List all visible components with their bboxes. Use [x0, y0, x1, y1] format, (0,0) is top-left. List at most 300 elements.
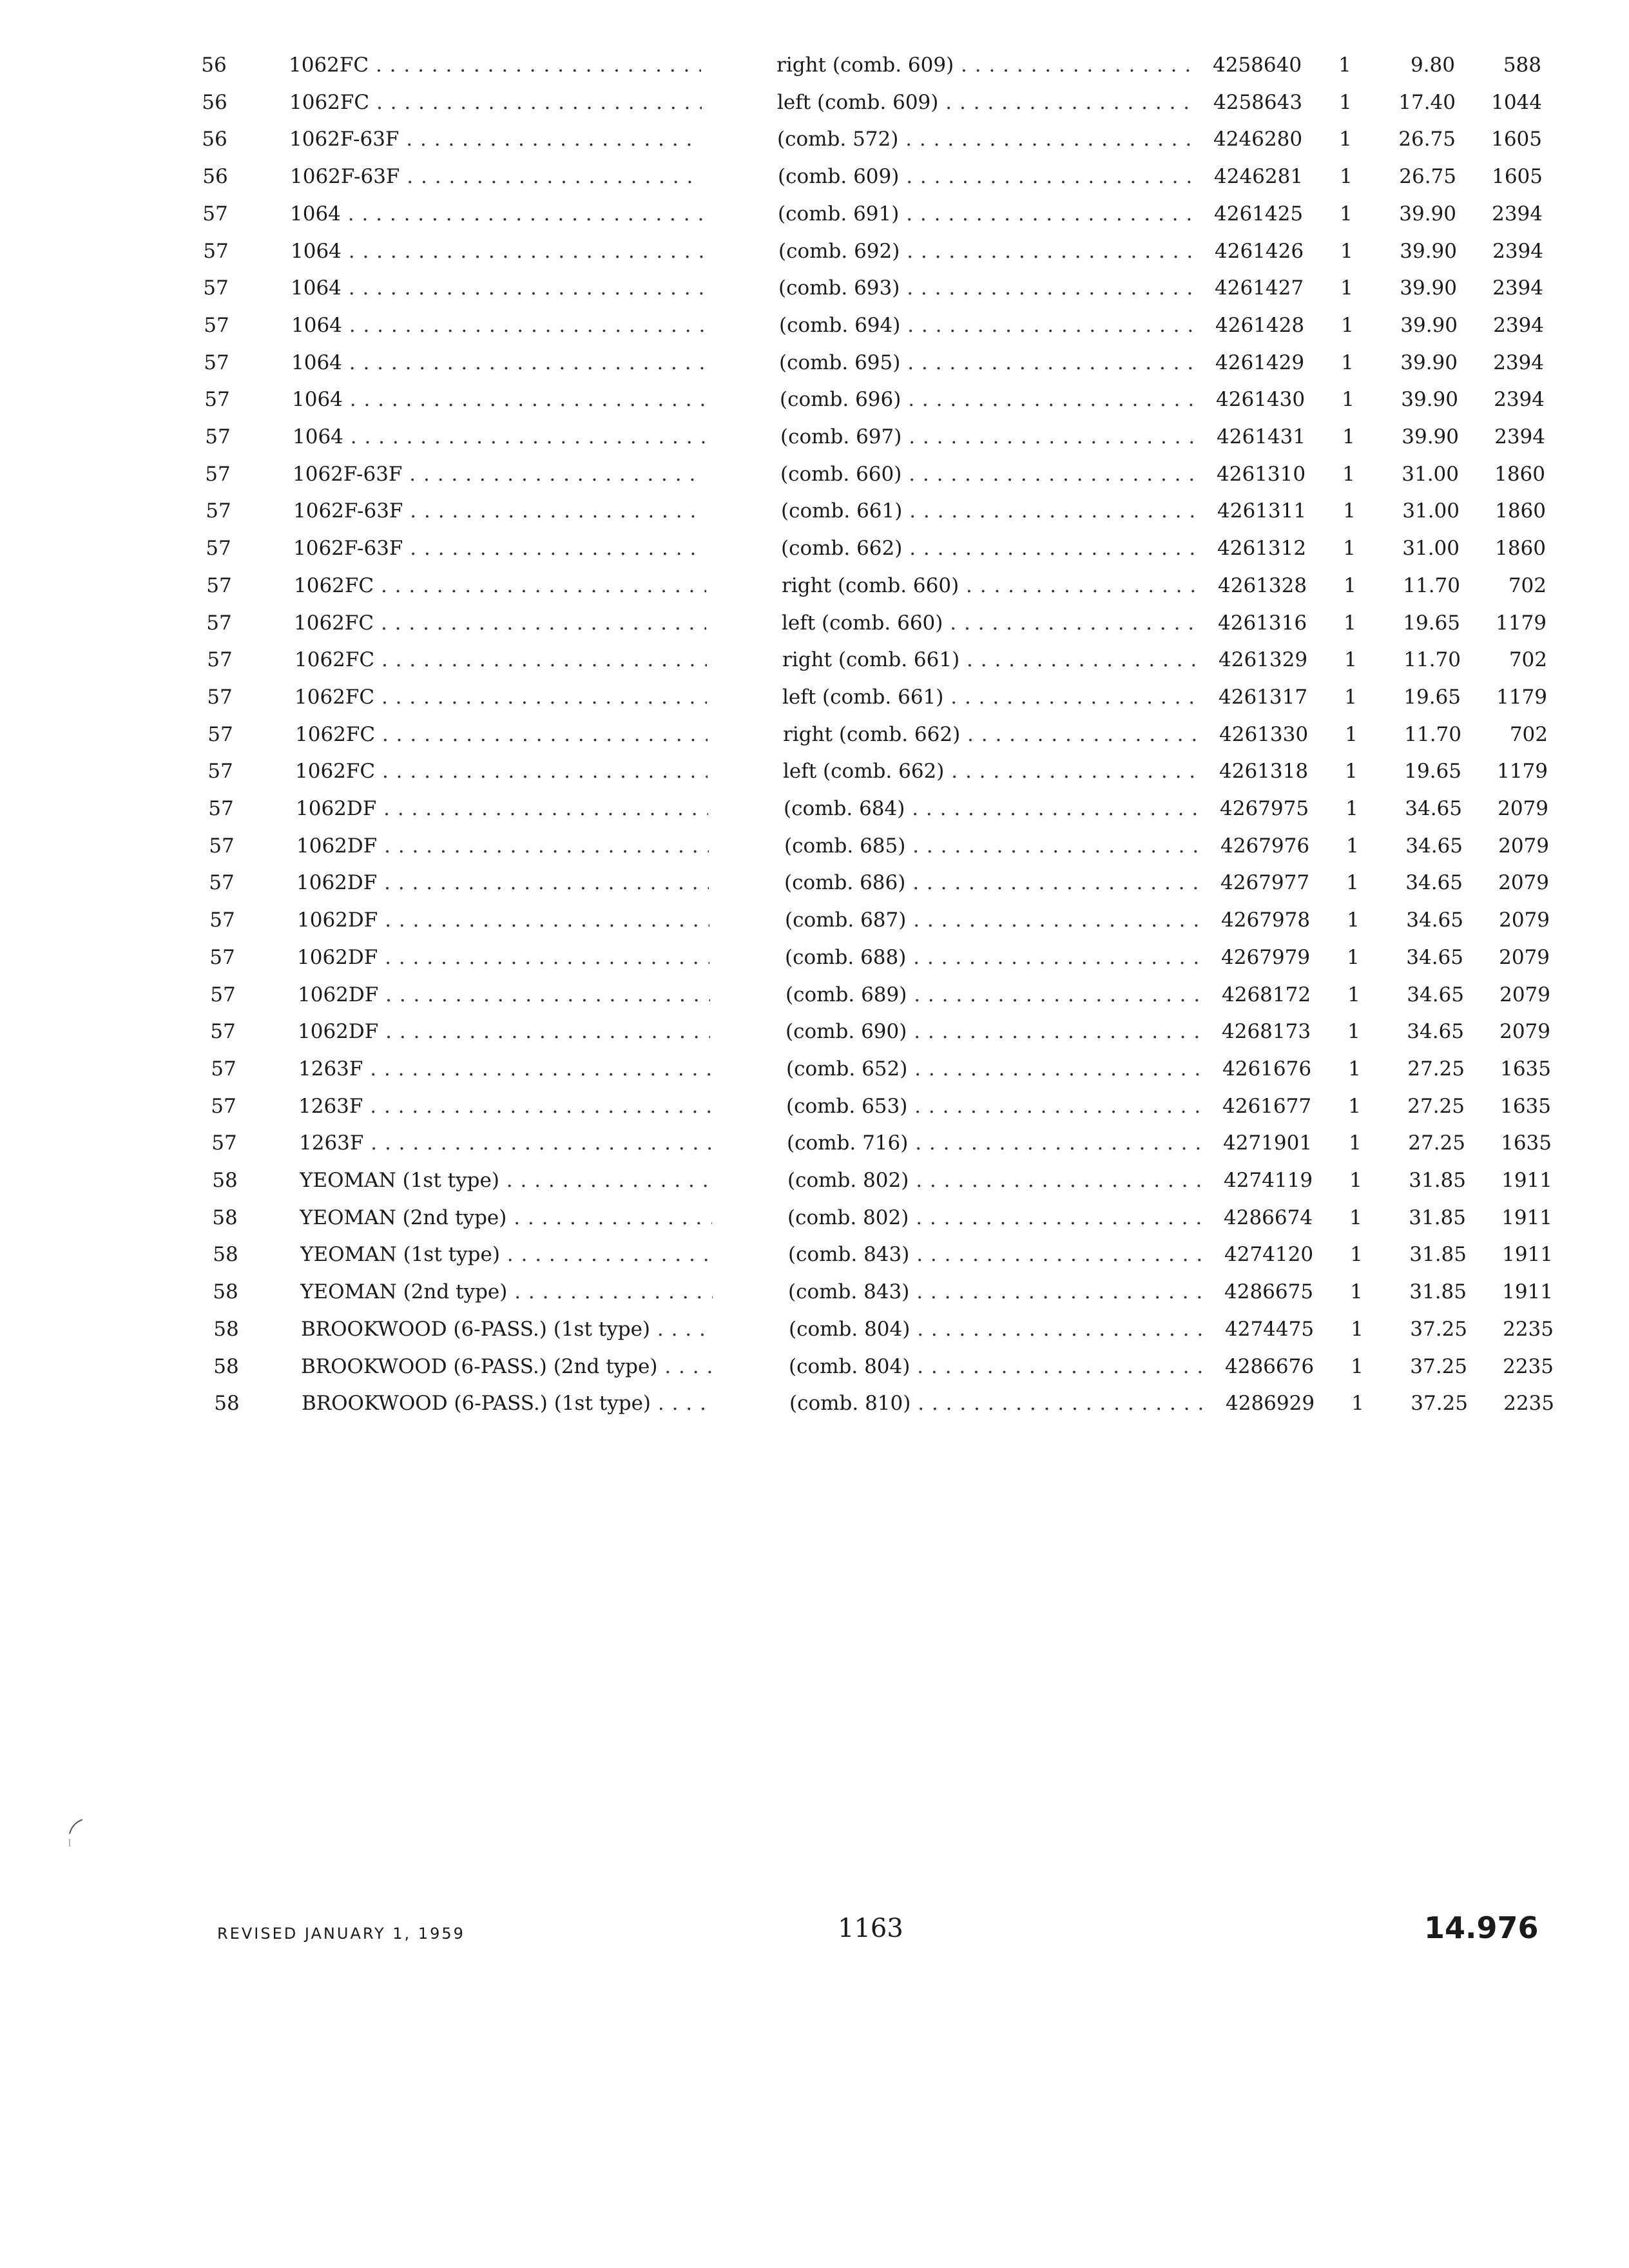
part-number-cell: 4261318 — [1219, 760, 1309, 783]
code-cell: 1860 — [1495, 537, 1546, 561]
model-cell: 1263F . . . — [299, 1124, 711, 1162]
model-cell: 1062FC . . . — [295, 716, 708, 753]
table-row — [0, 1311, 1629, 1348]
code-cell: 2235 — [1503, 1354, 1554, 1378]
price-cell: 39.90 — [1401, 388, 1458, 412]
part-number-cell: 4261330 — [1219, 722, 1309, 746]
price-cell: 11.70 — [1404, 722, 1461, 746]
quantity-cell: 1 — [1339, 90, 1352, 114]
section-number: 14.976 — [1424, 1910, 1539, 1945]
table-row — [0, 901, 1629, 939]
price-cell: 37.25 — [1411, 1392, 1468, 1416]
table-row — [0, 195, 1629, 233]
description-cell: right (comb. 660) . . . — [782, 567, 1202, 604]
code-cell: 588 — [1503, 53, 1541, 77]
year-cell: 57 — [210, 983, 236, 1006]
model-cell: 1062DF . . . — [297, 939, 709, 976]
part-number-cell: 4268173 — [1222, 1020, 1311, 1044]
table-row — [0, 381, 1629, 418]
year-cell: 56 — [202, 165, 228, 189]
part-number-cell: 4261430 — [1216, 388, 1306, 412]
price-cell: 37.25 — [1410, 1317, 1467, 1341]
part-number-cell: 4258643 — [1213, 90, 1303, 114]
price-cell: 34.65 — [1406, 945, 1463, 969]
part-number-cell: 4274119 — [1224, 1169, 1313, 1192]
quantity-cell: 1 — [1343, 537, 1356, 561]
code-cell: 2394 — [1493, 351, 1544, 374]
year-cell: 58 — [214, 1392, 240, 1416]
model-cell: 1062F-63F . . . — [290, 158, 702, 195]
model-cell: 1064 . . . — [291, 269, 703, 307]
year-cell: 58 — [213, 1317, 239, 1341]
year-cell: 57 — [209, 871, 235, 895]
description-cell: (comb. 804) . . . — [789, 1311, 1209, 1348]
part-number-cell: 4267978 — [1221, 908, 1311, 932]
code-cell: 702 — [1509, 648, 1547, 672]
price-cell: 34.65 — [1405, 871, 1463, 895]
code-cell: 1605 — [1491, 128, 1542, 151]
model-cell: 1062FC . . . — [289, 46, 701, 84]
quantity-cell: 1 — [1351, 1317, 1364, 1341]
part-number-cell: 4261427 — [1215, 276, 1304, 300]
price-cell: 39.90 — [1400, 276, 1457, 300]
quantity-cell: 1 — [1347, 908, 1360, 932]
year-cell: 57 — [206, 573, 232, 597]
code-cell: 2235 — [1503, 1392, 1554, 1416]
price-cell: 27.25 — [1408, 1131, 1465, 1155]
price-cell: 34.65 — [1407, 983, 1464, 1006]
quantity-cell: 1 — [1345, 722, 1358, 746]
quantity-cell: 1 — [1341, 313, 1354, 337]
model-cell: 1062F-63F . . . — [293, 492, 706, 530]
model-cell: 1062DF . . . — [298, 1013, 710, 1050]
description-cell: (comb. 653) . . . — [786, 1088, 1206, 1125]
model-cell: 1064 . . . — [291, 307, 704, 344]
description-cell: (comb. 609) . . . — [778, 158, 1198, 195]
table-row — [0, 641, 1629, 678]
price-cell: 31.00 — [1402, 462, 1459, 486]
table-row — [0, 1088, 1629, 1125]
model-cell: 1064 . . . — [291, 344, 704, 381]
quantity-cell: 1 — [1340, 202, 1353, 226]
quantity-cell: 1 — [1344, 611, 1356, 635]
description-cell: (comb. 660) . . . — [780, 456, 1200, 493]
quantity-cell: 1 — [1349, 1131, 1362, 1155]
model-cell: 1064 . . . — [293, 418, 705, 456]
year-cell: 57 — [207, 648, 233, 672]
year-cell: 57 — [211, 1094, 236, 1118]
code-cell: 702 — [1509, 722, 1548, 746]
year-cell: 58 — [213, 1243, 238, 1267]
quantity-cell: 1 — [1350, 1243, 1363, 1267]
quantity-cell: 1 — [1338, 53, 1351, 77]
table-row — [0, 827, 1629, 865]
description-cell: (comb. 662) . . . — [781, 530, 1201, 567]
code-cell: 2079 — [1499, 908, 1550, 932]
year-cell: 57 — [210, 1020, 236, 1044]
model-cell: 1064 . . . — [292, 381, 704, 418]
quantity-cell: 1 — [1344, 685, 1357, 709]
description-cell: (comb. 652) . . . — [786, 1050, 1206, 1088]
quantity-cell: 1 — [1344, 573, 1356, 597]
table-row — [0, 976, 1629, 1014]
price-cell: 39.90 — [1402, 425, 1459, 448]
description-cell: (comb. 804) . . . — [789, 1348, 1209, 1385]
price-cell: 11.70 — [1403, 648, 1461, 672]
part-number-cell: 4286675 — [1224, 1280, 1314, 1304]
description-cell: (comb. 696) . . . — [780, 381, 1200, 418]
model-cell: 1062F-63F . . . — [293, 456, 705, 493]
code-cell: 1044 — [1491, 90, 1542, 114]
year-cell: 56 — [202, 90, 227, 114]
year-cell: 58 — [212, 1206, 238, 1229]
description-cell: (comb. 688) . . . — [785, 939, 1205, 976]
year-cell: 57 — [204, 351, 229, 374]
quantity-cell: 1 — [1342, 388, 1354, 412]
table-row — [0, 753, 1629, 790]
price-cell: 27.25 — [1407, 1094, 1465, 1118]
quantity-cell: 1 — [1349, 1206, 1362, 1229]
table-row — [0, 790, 1629, 827]
description-cell: (comb. 802) . . . — [787, 1162, 1208, 1199]
code-cell: 1179 — [1496, 685, 1547, 709]
description-cell: (comb. 690) . . . — [786, 1013, 1206, 1050]
year-cell: 57 — [209, 945, 235, 969]
model-cell: YEOMAN (2nd type) . . . — [300, 1273, 713, 1311]
model-cell: 1263F . . . — [298, 1088, 711, 1125]
model-cell: YEOMAN (2nd type) . . . — [300, 1199, 712, 1236]
table-row — [0, 46, 1629, 84]
table-row — [0, 864, 1629, 901]
code-cell: 702 — [1508, 573, 1547, 597]
part-number-cell: 4274475 — [1225, 1317, 1315, 1341]
model-cell: 1062FC . . . — [294, 567, 706, 604]
price-cell: 19.65 — [1403, 685, 1461, 709]
quantity-cell: 1 — [1348, 1057, 1361, 1081]
price-cell: 31.00 — [1402, 499, 1460, 523]
table-row — [0, 1162, 1629, 1199]
year-cell: 57 — [209, 834, 235, 858]
quantity-cell: 1 — [1341, 351, 1354, 374]
description-cell: (comb. 693) . . . — [778, 269, 1199, 307]
code-cell: 2394 — [1492, 239, 1543, 263]
part-number-cell: 4246280 — [1213, 128, 1303, 151]
description-cell: right (comb. 662) . . . — [783, 716, 1203, 753]
price-cell: 19.65 — [1403, 611, 1460, 635]
price-cell: 27.25 — [1407, 1057, 1465, 1081]
part-number-cell: 4267976 — [1220, 834, 1310, 858]
quantity-cell: 1 — [1349, 1169, 1362, 1192]
model-cell: 1062DF . . . — [296, 864, 709, 901]
part-number-cell: 4261677 — [1222, 1094, 1312, 1118]
model-cell: 1062DF . . . — [296, 827, 709, 865]
code-cell: 1860 — [1495, 499, 1546, 523]
quantity-cell: 1 — [1339, 128, 1352, 151]
model-cell: 1062FC . . . — [294, 678, 707, 716]
year-cell: 58 — [212, 1169, 238, 1192]
price-cell: 34.65 — [1405, 797, 1462, 820]
description-cell: (comb. 572) . . . — [777, 120, 1197, 158]
table-row — [0, 418, 1629, 456]
part-number-cell: 4286674 — [1224, 1206, 1313, 1229]
table-row — [0, 269, 1629, 307]
quantity-cell: 1 — [1340, 165, 1353, 189]
quantity-cell: 1 — [1350, 1280, 1363, 1304]
model-cell: 1062DF . . . — [298, 976, 710, 1014]
price-cell: 26.75 — [1398, 128, 1456, 151]
price-cell: 31.85 — [1409, 1169, 1466, 1192]
code-cell: 2394 — [1494, 388, 1545, 412]
part-number-cell: 4268172 — [1222, 983, 1311, 1006]
description-cell: left (comb. 660) . . . — [782, 604, 1202, 642]
pencil-mark-icon — [64, 1817, 84, 1856]
code-cell: 1635 — [1500, 1094, 1551, 1118]
year-cell: 57 — [207, 685, 233, 709]
quantity-cell: 1 — [1347, 945, 1360, 969]
quantity-cell: 1 — [1344, 648, 1357, 672]
model-cell: BROOKWOOD (6-PASS.) (2nd type) . . . — [301, 1348, 713, 1385]
code-cell: 1635 — [1500, 1057, 1551, 1081]
code-cell: 2079 — [1498, 797, 1548, 820]
description-cell: left (comb. 662) . . . — [783, 753, 1203, 790]
year-cell: 56 — [202, 128, 227, 151]
price-cell: 19.65 — [1404, 760, 1461, 783]
code-cell: 2079 — [1498, 871, 1549, 895]
year-cell: 58 — [213, 1354, 239, 1378]
part-number-cell: 4261310 — [1217, 462, 1306, 486]
description-cell: (comb. 802) . . . — [787, 1199, 1208, 1236]
year-cell: 57 — [202, 202, 228, 226]
code-cell: 1635 — [1501, 1131, 1552, 1155]
description-cell: (comb. 843) . . . — [788, 1273, 1208, 1311]
description-cell: (comb. 810) . . . — [789, 1385, 1210, 1422]
code-cell: 2394 — [1492, 276, 1543, 300]
code-cell: 1911 — [1502, 1280, 1553, 1304]
year-cell: 56 — [201, 53, 227, 77]
code-cell: 1911 — [1502, 1243, 1553, 1267]
table-row — [0, 344, 1629, 381]
price-cell: 9.80 — [1410, 53, 1455, 77]
part-number-cell: 4267977 — [1220, 871, 1310, 895]
table-row — [0, 233, 1629, 270]
table-row — [0, 530, 1629, 567]
model-cell: 1064 . . . — [291, 233, 703, 270]
code-cell: 2235 — [1503, 1317, 1554, 1341]
year-cell: 57 — [203, 239, 229, 263]
quantity-cell: 1 — [1340, 239, 1353, 263]
quantity-cell: 1 — [1346, 871, 1359, 895]
model-cell: 1062FC . . . — [295, 753, 708, 790]
code-cell: 1911 — [1501, 1206, 1552, 1229]
quantity-cell: 1 — [1351, 1392, 1364, 1416]
part-number-cell: 4274120 — [1224, 1243, 1314, 1267]
description-cell: (comb. 697) . . . — [780, 418, 1200, 456]
year-cell: 57 — [206, 611, 232, 635]
table-row — [0, 1348, 1629, 1385]
model-cell: 1064 . . . — [290, 195, 702, 233]
part-number-cell: 4286929 — [1226, 1392, 1315, 1416]
model-cell: 1062FC . . . — [294, 604, 706, 642]
code-cell: 2079 — [1499, 1020, 1550, 1044]
description-cell: (comb. 695) . . . — [779, 344, 1199, 381]
part-number-cell: 4261317 — [1219, 685, 1308, 709]
table-row — [0, 158, 1629, 195]
table-row — [0, 1273, 1629, 1311]
description-cell: (comb. 661) . . . — [781, 492, 1201, 530]
model-cell: BROOKWOOD (6-PASS.) (1st type) . . . — [301, 1311, 713, 1348]
price-cell: 37.25 — [1410, 1354, 1467, 1378]
year-cell: 57 — [209, 908, 235, 932]
price-cell: 39.90 — [1400, 313, 1458, 337]
description-cell: (comb. 691) . . . — [778, 195, 1198, 233]
price-cell: 26.75 — [1399, 165, 1456, 189]
year-cell: 57 — [207, 760, 233, 783]
model-cell: BROOKWOOD (6-PASS.) (1st type) . . . — [302, 1385, 714, 1422]
table-row — [0, 1385, 1629, 1422]
model-cell: 1062DF . . . — [296, 790, 708, 827]
year-cell: 57 — [208, 797, 234, 820]
price-cell: 31.85 — [1409, 1206, 1466, 1229]
code-cell: 2394 — [1493, 313, 1544, 337]
table-row — [0, 1199, 1629, 1236]
part-number-cell: 4267979 — [1221, 945, 1311, 969]
year-cell: 58 — [213, 1280, 238, 1304]
part-number-cell: 4261312 — [1217, 537, 1307, 561]
model-cell: 1062F-63F . . . — [289, 120, 702, 158]
year-cell: 57 — [205, 425, 231, 448]
year-cell: 57 — [206, 499, 231, 523]
revision-date: REVISED JANUARY 1, 1959 — [217, 1925, 465, 1943]
year-cell: 57 — [207, 722, 233, 746]
price-cell: 34.65 — [1405, 834, 1463, 858]
table-row — [0, 120, 1629, 158]
description-cell: (comb. 716) . . . — [787, 1124, 1207, 1162]
price-cell: 31.00 — [1402, 537, 1460, 561]
table-row — [0, 1236, 1629, 1273]
table-row — [0, 307, 1629, 344]
page-number: 1163 — [838, 1914, 903, 1943]
price-cell: 34.65 — [1407, 1020, 1464, 1044]
price-cell: 34.65 — [1406, 908, 1463, 932]
table-row — [0, 604, 1629, 642]
table-row — [0, 716, 1629, 753]
code-cell: 2079 — [1498, 834, 1549, 858]
table-row — [0, 1013, 1629, 1050]
description-cell: (comb. 689) . . . — [786, 976, 1206, 1014]
model-cell: 1062F-63F . . . — [293, 530, 706, 567]
price-cell: 39.90 — [1400, 351, 1458, 374]
table-row — [0, 678, 1629, 716]
part-number-cell: 4246281 — [1214, 165, 1304, 189]
year-cell: 57 — [206, 537, 231, 561]
part-number-cell: 4261329 — [1219, 648, 1308, 672]
quantity-cell: 1 — [1340, 276, 1353, 300]
table-row — [0, 939, 1629, 976]
part-number-cell: 4261328 — [1218, 573, 1307, 597]
price-cell: 17.40 — [1398, 90, 1456, 114]
year-cell: 57 — [204, 388, 230, 412]
part-number-cell: 4267975 — [1220, 797, 1309, 820]
model-cell: YEOMAN (1st type) . . . — [300, 1236, 713, 1273]
description-cell: (comb. 687) . . . — [785, 901, 1205, 939]
model-cell: YEOMAN (1st type) . . . — [300, 1162, 712, 1199]
code-cell: 2394 — [1492, 202, 1543, 226]
table-row — [0, 492, 1629, 530]
description-cell: left (comb. 661) . . . — [782, 678, 1202, 716]
table-row — [0, 456, 1629, 493]
year-cell: 57 — [203, 276, 229, 300]
year-cell: 57 — [211, 1131, 237, 1155]
description-cell: (comb. 692) . . . — [778, 233, 1199, 270]
model-cell: 1062FC . . . — [289, 84, 702, 121]
part-number-cell: 4258640 — [1213, 53, 1302, 77]
code-cell: 1911 — [1501, 1169, 1552, 1192]
part-number-cell: 4261676 — [1222, 1057, 1312, 1081]
part-number-cell: 4261426 — [1215, 239, 1304, 263]
year-cell: 57 — [211, 1057, 236, 1081]
price-cell: 11.70 — [1403, 573, 1460, 597]
description-cell: (comb. 684) . . . — [784, 790, 1204, 827]
description-cell: (comb. 686) . . . — [784, 864, 1204, 901]
quantity-cell: 1 — [1345, 760, 1358, 783]
code-cell: 1605 — [1492, 165, 1543, 189]
price-cell: 31.85 — [1409, 1280, 1467, 1304]
year-cell: 57 — [205, 462, 231, 486]
model-cell: 1263F . . . — [298, 1050, 711, 1088]
price-cell: 39.90 — [1400, 239, 1457, 263]
quantity-cell: 1 — [1345, 797, 1358, 820]
description-cell: (comb. 843) . . . — [788, 1236, 1208, 1273]
quantity-cell: 1 — [1343, 499, 1356, 523]
part-number-cell: 4271901 — [1223, 1131, 1313, 1155]
price-cell: 39.90 — [1399, 202, 1456, 226]
year-cell: 57 — [204, 313, 229, 337]
description-cell: right (comb. 609) . . . — [776, 46, 1197, 84]
code-cell: 1179 — [1496, 611, 1547, 635]
quantity-cell: 1 — [1348, 1094, 1361, 1118]
quantity-cell: 1 — [1342, 425, 1355, 448]
code-cell: 2079 — [1499, 945, 1550, 969]
table-row — [0, 567, 1629, 604]
part-number-cell: 4286676 — [1225, 1354, 1315, 1378]
table-row — [0, 84, 1629, 121]
part-number-cell: 4261316 — [1218, 611, 1307, 635]
part-number-cell: 4261429 — [1215, 351, 1305, 374]
price-cell: 31.85 — [1409, 1243, 1467, 1267]
code-cell: 2394 — [1494, 425, 1545, 448]
description-cell: right (comb. 661) . . . — [782, 641, 1202, 678]
description-cell: left (comb. 609) . . . — [777, 84, 1197, 121]
description-cell: (comb. 694) . . . — [779, 307, 1199, 344]
part-number-cell: 4261431 — [1217, 425, 1306, 448]
part-number-cell: 4261425 — [1214, 202, 1304, 226]
code-cell: 2079 — [1499, 983, 1550, 1006]
quantity-cell: 1 — [1347, 983, 1360, 1006]
description-cell: (comb. 685) . . . — [784, 827, 1204, 865]
quantity-cell: 1 — [1342, 462, 1355, 486]
quantity-cell: 1 — [1347, 1020, 1360, 1044]
part-number-cell: 4261311 — [1217, 499, 1307, 523]
table-row — [0, 1124, 1629, 1162]
quantity-cell: 1 — [1351, 1354, 1364, 1378]
table-row — [0, 1050, 1629, 1088]
quantity-cell: 1 — [1346, 834, 1359, 858]
model-cell: 1062DF . . . — [297, 901, 709, 939]
model-cell: 1062FC . . . — [294, 641, 707, 678]
part-number-cell: 4261428 — [1215, 313, 1305, 337]
code-cell: 1179 — [1497, 760, 1548, 783]
code-cell: 1860 — [1494, 462, 1545, 486]
